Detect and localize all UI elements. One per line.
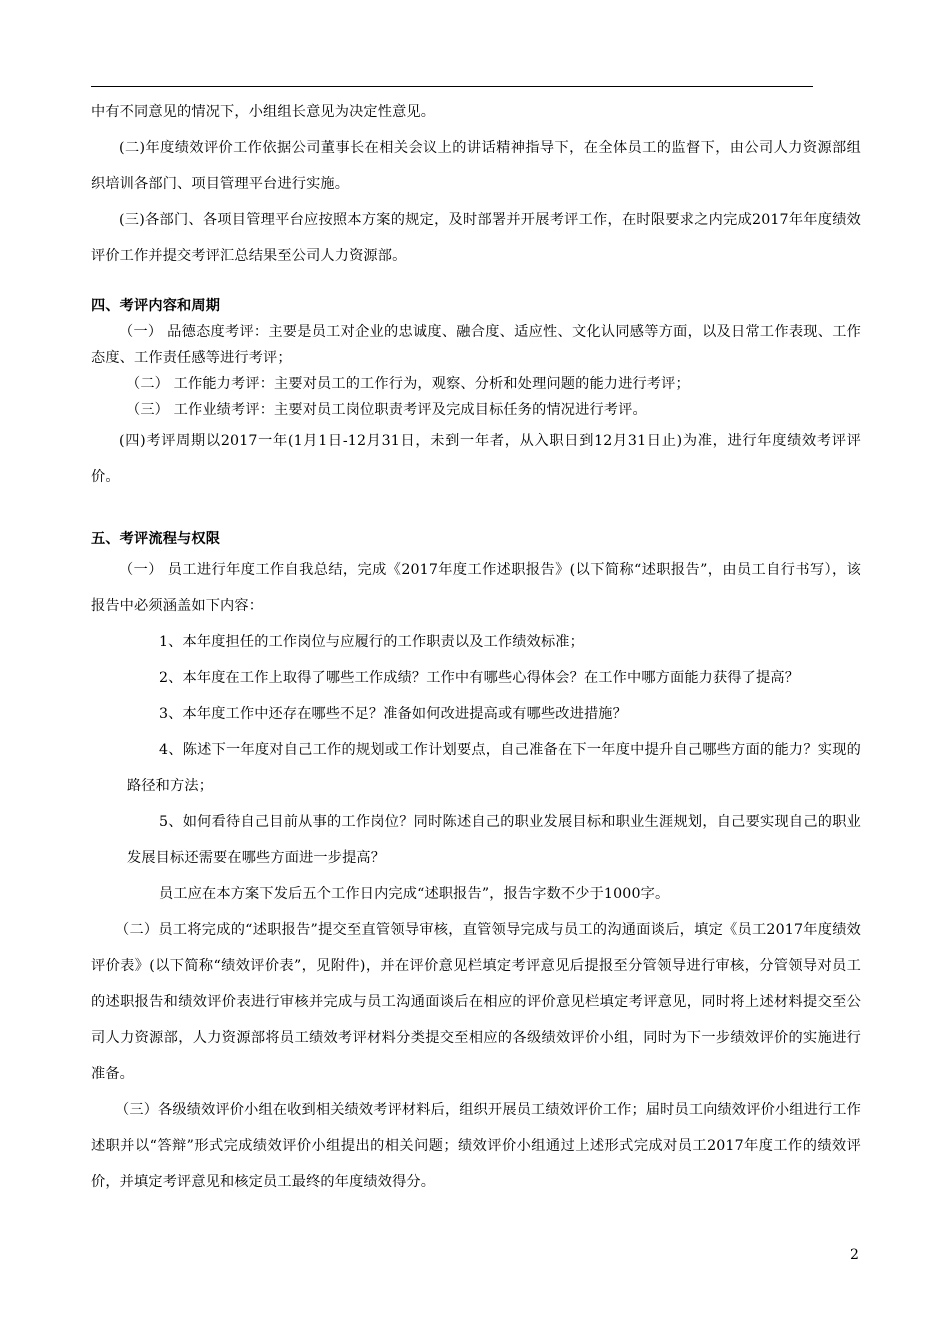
section-heading-4: 四、考评内容和周期 [91, 298, 221, 314]
paragraph-continuation: 中有不同意见的情况下，小组组长意见为决定性意见。 [91, 104, 436, 120]
list-item: 4、陈述下一年度对自己工作的规划或工作计划要点，自己准备在下一年度中提升自己哪些方面的能力？实现的路径和方法； [127, 742, 861, 794]
section4-item-2: （二） 工作能力考评：主要对员工的工作行为，观察、分析和处理问题的能力进行考评； [126, 376, 690, 392]
paragraph-item-2: (二)年度绩效评价工作依据公司董事长在相关会议上的讲话精神指导下，在全体员工的监督下，由公司人力资源部组织培训各部门、项目管理平台进行实施。 [91, 140, 861, 192]
section5-item-2: （二）员工将完成的“述职报告”提交至直管领导审核，直管领导完成与员工的沟通面谈后，填定《员工2017年度绩效评价表》(以下简称“绩效评价表”，见附件)，并在评价意见栏填定考评意见后提报至分管领导进行审核，分管领导对员工的述职报告和绩效评价表进行审核并完成与员工沟通面谈后在相应的评价意见栏填定考评意见，同时将上述材料提交至公司人力资源部，人力资源部将员工绩效考评材料分类提交至相应的各级绩效评价小组，同时为下一步绩效评价的实施进行准备。 [91, 922, 861, 1082]
paragraph-item-3: (三)各部门、各项目管理平台应按照本方案的规定，及时部署并开展考评工作，在时限要求之内完成2017年年度绩效评价工作并提交考评汇总结果至公司人力资源部。 [91, 212, 861, 264]
section5-intro: （一） 员工进行年度工作自我总结，完成《2017年度工作述职报告》(以下简称“述职报告”，由员工自行书写），该报告中必须涵盖如下内容： [91, 562, 861, 614]
section4-item-3: （三） 工作业绩考评：主要对员工岗位职责考评及完成目标任务的情况进行考评。 [126, 402, 647, 418]
report-length-note: 员工应在本方案下发后五个工作日内完成“述职报告”，报告字数不少于1000字。 [159, 886, 670, 902]
section5-item-3: （三）各级绩效评价小组在收到相关绩效考评材料后，组织开展员工绩效评价工作；届时员工向绩效评价小组进行工作述职并以“答辩”形式完成绩效评价小组提出的相关问题；绩效评价小组通过上述形式完成对员工2017年度工作的绩效评价，并填定考评意见和核定员工最终的年度绩效得分。 [91, 1102, 861, 1190]
page-number: 2 [850, 1247, 859, 1263]
report-content-list [91, 624, 861, 912]
section4-item-4: (四)考评周期以2017一年(1月1日-12月31日，未到一年者，从入职日到12月31日止)为准，进行年度绩效考评评价。 [91, 433, 861, 485]
section-heading-5: 五、考评流程与权限 [91, 531, 221, 547]
list-item: 3、本年度工作中还存在哪些不足？准备如何改进提高或有哪些改进措施？ [159, 706, 627, 722]
header-rule [91, 86, 813, 87]
section4-item-1: （一） 品德态度考评：主要是员工对企业的忠诚度、融合度、适应性、文化认同感等方面，以及日常工作表现、工作态度、工作责任感等进行考评； [91, 324, 861, 366]
list-item: 1、本年度担任的工作岗位与应履行的工作职责以及工作绩效标准； [159, 634, 584, 650]
list-item: 2、本年度在工作上取得了哪些工作成绩？工作中有哪些心得体会？在工作中哪方面能力获得了提高？ [159, 670, 800, 686]
document-body [91, 94, 861, 1200]
list-item: 5、如何看待自己目前从事的工作岗位？同时陈述自己的职业发展目标和职业生涯规划，自己要实现自己的职业发展目标还需要在哪些方面进一步提高？ [127, 814, 861, 866]
